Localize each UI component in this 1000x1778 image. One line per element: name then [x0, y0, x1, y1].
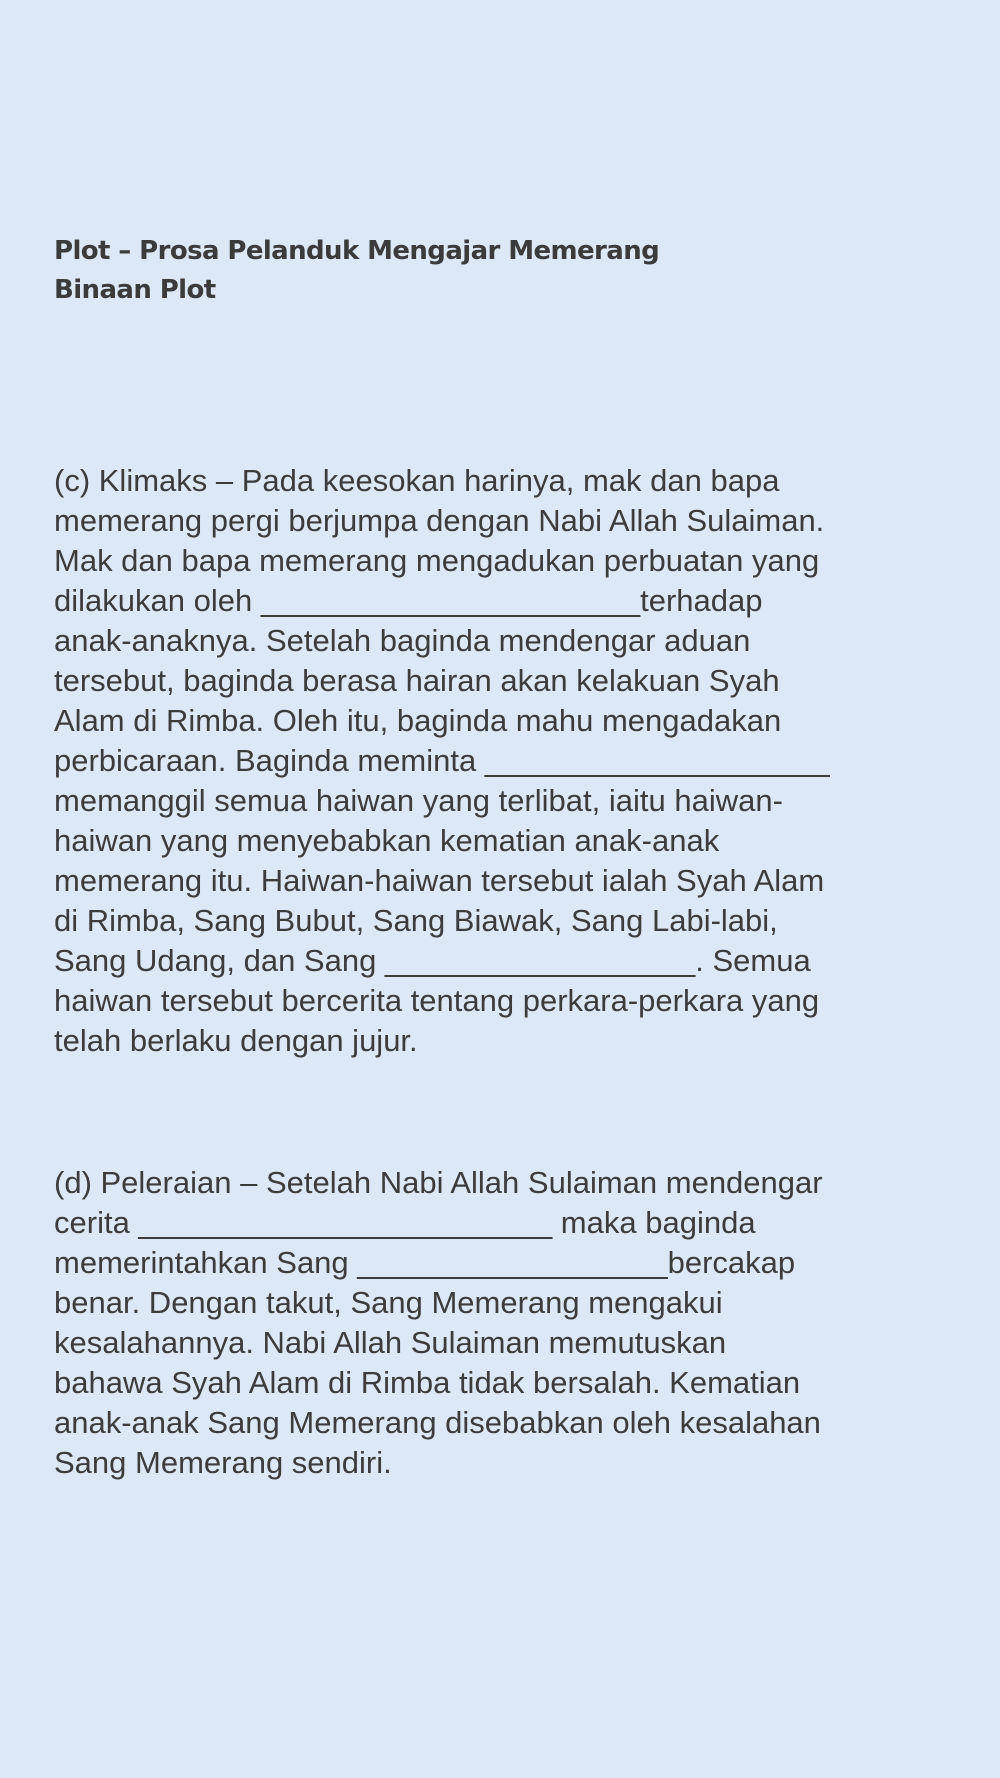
section-c-line: memanggil semua haiwan yang terlibat, iaitu haiwan-: [54, 783, 783, 818]
section-c-line: tersebut, baginda berasa hairan akan kelakuan Syah: [54, 663, 780, 698]
section-d-line: kesalahannya. Nabi Allah Sulaiman memutuskan: [54, 1325, 727, 1360]
section-d-line: bahawa Syah Alam di Rimba tidak bersalah. Kematian: [54, 1365, 801, 1400]
section-d-line-blank-1[interactable]: cerita ________________________ maka baginda: [54, 1205, 756, 1240]
section-c-klimaks: [54, 461, 954, 1061]
document-title: Plot – Prosa Pelanduk Mengajar Memerang: [54, 236, 660, 266]
section-c-line: haiwan yang menyebabkan kematian anak-anak: [54, 823, 720, 858]
section-c-line-blank-1[interactable]: dilakukan oleh ______________________terhadap: [54, 583, 763, 618]
section-c-line: haiwan tersebut bercerita tentang perkara-perkara yang: [54, 983, 820, 1018]
section-c-line-blank-3[interactable]: Sang Udang, dan Sang __________________. Semua: [54, 943, 811, 978]
section-c-line: memerang pergi berjumpa dengan Nabi Allah Sulaiman.: [54, 503, 825, 538]
section-c-line: telah berlaku dengan jujur.: [54, 1023, 418, 1058]
section-c-line: Mak dan bapa memerang mengadukan perbuatan yang: [54, 543, 820, 578]
section-d-line: anak-anak Sang Memerang disebabkan oleh kesalahan: [54, 1405, 821, 1440]
section-d-line: Sang Memerang sendiri.: [54, 1445, 392, 1480]
document-subtitle: Binaan Plot: [54, 275, 216, 305]
section-c-line: anak-anaknya. Setelah baginda mendengar aduan: [54, 623, 751, 658]
section-c-line-blank-2[interactable]: perbicaraan. Baginda meminta ____________________: [54, 743, 830, 778]
section-d-line-blank-2[interactable]: memerintahkan Sang __________________bercakap: [54, 1245, 796, 1280]
section-d-line: (d) Peleraian – Setelah Nabi Allah Sulaiman mendengar: [54, 1165, 823, 1200]
section-d-line: benar. Dengan takut, Sang Memerang mengakui: [54, 1285, 723, 1320]
section-d-peleraian: [54, 1163, 954, 1483]
section-c-line: di Rimba, Sang Bubut, Sang Biawak, Sang Labi-labi,: [54, 903, 778, 938]
document-header: [54, 232, 659, 310]
section-c-line: Alam di Rimba. Oleh itu, baginda mahu mengadakan: [54, 703, 782, 738]
section-c-line: (c) Klimaks – Pada keesokan harinya, mak dan bapa: [54, 463, 780, 498]
section-c-line: memerang itu. Haiwan-haiwan tersebut ialah Syah Alam: [54, 863, 825, 898]
